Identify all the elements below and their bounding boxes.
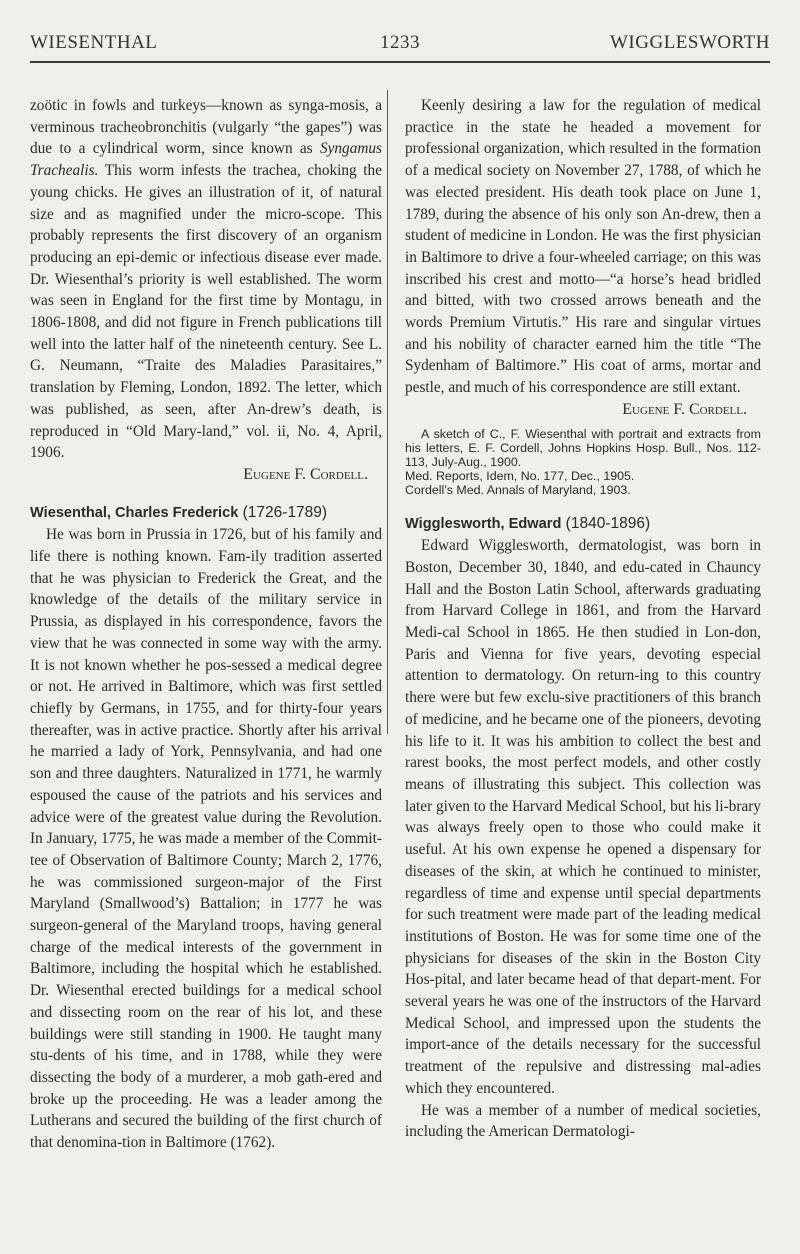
running-header <box>30 32 770 62</box>
signature: Eugene F. Cordell. <box>243 465 368 483</box>
entry-years: (1840-1896) <box>561 514 651 532</box>
continued-text-pre: zoötic in fowls and turkeys—known as synga-mosis, a verminous tracheobronchitis (vulgarly “the gapes”) was due to a cylindrical worm, since known as <box>30 97 382 158</box>
entry-body: Edward Wigglesworth, dermatologist, was born in Boston, December 30, 1840, and edu-cated in Chauncy Hall and the Boston Latin School, afterwards graduating from Harvard College in 1861, and from the Harvard Medi-cal School in 1865. He then studied in Lon-don, Paris and Vienna for five years, devoting especial attention to dermatology. On return-ing to this country there were but few exclu-sive practitioners of this branch of medicine, and he became one of the pioneers, devoting his life to it. It was his ambition to collect the best and rarest books, the most perfect models, and other costly means of illustrating this subject. This collection was later given to the Harvard Medical School, but his li-brary was always freely open to those who could make it useful. At his own expense he opened a dispensary for diseases of the skin, at which he continued to minister, regardless of time and expense until special departments for such treatment were made part of the leading medical institutions of Boston. He was for some time one of the physicians for diseases of the skin in the Boston City Hos-pital, and later became head of that depart-ment. For several years he was one of the instructors of the Harvard Medical School, and impressed upon the students the import-ance of the details necessary for the successful treatment of the repulsive and distressing mal-adies which they encountered. <box>405 537 761 1097</box>
reference-item: Cordell’s Med. Annals of Maryland, 1903. <box>405 482 631 497</box>
right-column <box>405 95 761 1143</box>
signature: Eugene F. Cordell. <box>622 400 747 418</box>
entry-name: Wigglesworth, Edward <box>405 515 562 532</box>
entry-heading <box>405 513 761 536</box>
header-right-word: WIGGLESWORTH <box>610 32 770 53</box>
header-left-word: WIESENTHAL <box>30 32 158 53</box>
column-divider <box>387 90 388 734</box>
entry-heading <box>30 502 382 525</box>
page-number: 1233 <box>380 32 420 53</box>
entry-body: He was born in Prussia in 1726, but of his family and life there is nothing known. Fam-ily tradition asserted that he was physician to Frederick the Great, and the knowledge of the details of the military service in Prussia, as displayed in his correspondence, favors the view that he was connected in some way with the army. It is not known whether he pos-sessed a medical degree or not. He arrived in Baltimore, which was first settled chiefly by Germans, in 1755, and for thirty-four years thereafter, was in active practice. Shortly after his arrival he married a lady of York, Pennsylvania, and had one son and three daughters. Naturalized in 1771, he warmly espoused the cause of the patriots and his services and advice were of the greatest value during the Revolution. In January, 1775, he was made a member of the Commit-tee of Observation of Baltimore County; March 2, 1776, he was commissioned surgeon-major of the First Maryland (Smallwood’s) Battalion; in 1777 he was surgeon-general of the Maryland troops, having general charge of the medical interests of the government in Baltimore, including the hospital which he established. Dr. Wiesenthal erected buildings for a medical school and dissecting room on the rear of his lot, and these buildings were still standing in 1900. He taught many stu-dents of his time, and in 1788, while they were dissecting the body of a murderer, a mob gath-ered and broke up the proceeding. He was a leader among the Lutherans and secured the building of the first church of that denomina-tion in Baltimore (1762). <box>30 526 382 1152</box>
continued-paragraph: Keenly desiring a law for the regulation of medical practice in the state he headed a movement for professional organization, which resulted in the formation of a medical society on November 27, 1788, of which he was elected president. His death took place on June 1, 1789, during the absence of his only son An-drew, then a student of medicine in London. He was the first physician in Baltimore to drive a four-wheeled carriage; on this was inscribed his crest and motto—“a horse’s head bridled and bitted, with two crossed arrows beneath and the words Premium Virtutis.” His rare and singular virtues and his nobility of character earned him the title “The Sydenham of Baltimore.” His coat of arms, mortar and pestle, and much of his correspondence are still extant. <box>405 97 761 397</box>
continued-paragraph <box>30 95 382 464</box>
entry-name: Wiesenthal, Charles Frederick <box>30 504 239 521</box>
reference-item: Med. Reports, Idem, No. 177, Dec., 1905. <box>405 468 635 483</box>
references <box>405 427 761 497</box>
continued-text-post: This worm infests the trachea, choking the young chicks. He gives an illustration of it, of natural size and as magnified under the micro-scope. This probably represents the first discovery of an organism producing an epi-demic or infectious disease ever made. Dr. Wiesenthal’s priority is well established. The worm was seen in England for the first time by Montagu, in 1806-1808, and did not figure in French publications till well into the latter half of the nineteenth century. See L. G. Neumann, “Traite des Maladies Parasitaires,” translation by Fleming, London, 1892. The letter, which was published, as seen, after An-drew’s death, is reproduced in “Old Mary-land,” vol. ii, No. 4, April, 1906. <box>30 162 382 462</box>
entry-years: (1726-1789) <box>238 503 328 521</box>
reference-item: A sketch of C., F. Wiesenthal with portrait and extracts from his letters, E. F. Cordell, Johns Hopkins Hosp. Bull., Nos. 112-113, July-Aug., 1900. <box>405 426 761 469</box>
entry-body: He was a member of a number of medical societies, including the American Dermatologi- <box>405 1101 761 1141</box>
left-column <box>30 95 382 1154</box>
species-name: Syngamus Trachealis. <box>30 140 382 180</box>
header-rule <box>30 61 770 63</box>
